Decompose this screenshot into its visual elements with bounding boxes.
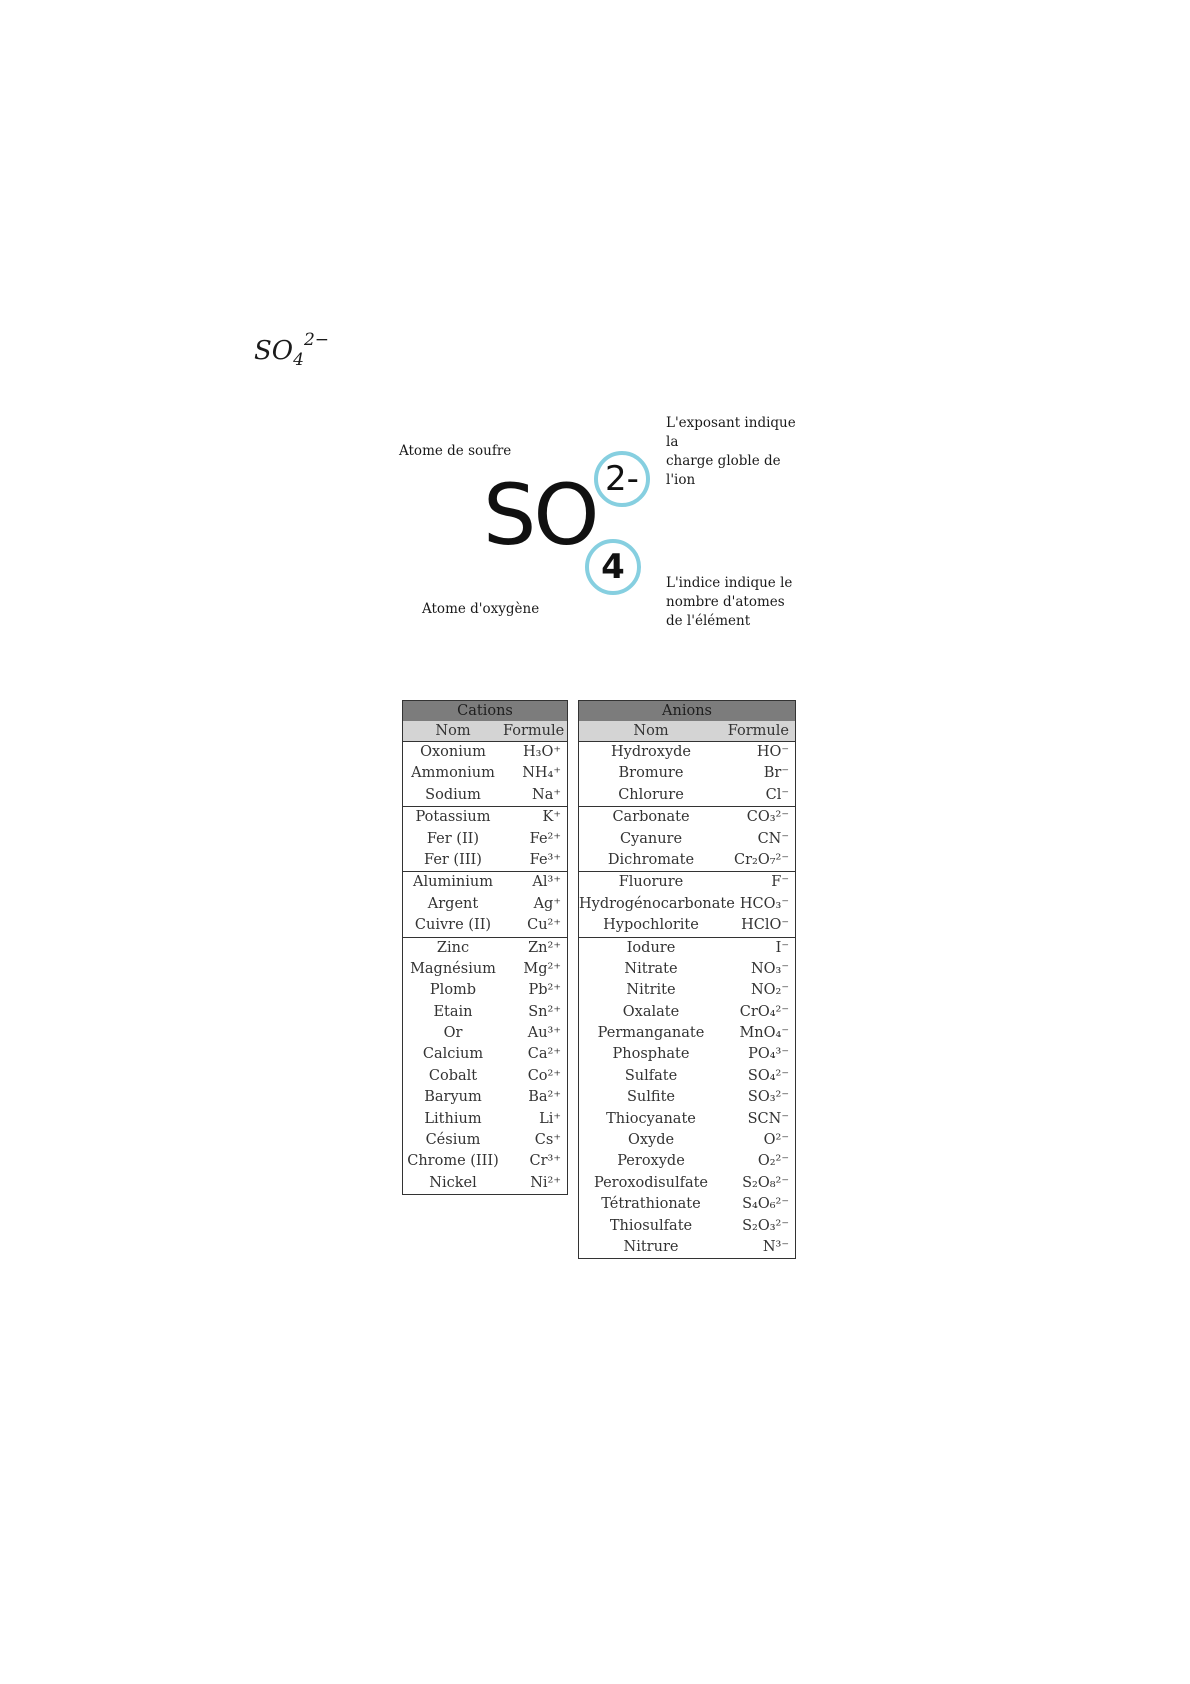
ion-formula: Fe³⁺ [529,851,561,868]
ion-name: Sulfate [624,1067,678,1084]
ion-name: Oxalate [622,1003,680,1020]
ion-formula: H₃O⁺ [523,744,561,760]
ion-name: Or [443,1025,463,1042]
table-row [403,938,567,959]
label-sulfur-atom: Atome de soufre [399,443,512,459]
ion-name: Nitrate [624,960,678,977]
table-row [403,850,567,871]
ion-name: Nitrure [623,1238,679,1255]
table-row [579,1087,795,1108]
cations-table [402,700,568,1195]
ion-name: Cuivre (II) [414,917,492,934]
ion-formula: NO₃⁻ [750,960,789,977]
ion-formula: Cr³⁺ [529,1153,561,1170]
table-row [579,938,795,959]
ion-name: Fer (III) [424,851,482,868]
ion-name: Sulfite [627,1089,675,1106]
diagram-symbol: SO [483,466,597,564]
ion-name: Etain [433,1003,473,1020]
cations-body [403,742,567,1194]
table-row [403,1130,567,1151]
ion-formula: N³⁻ [762,1238,789,1255]
anions-group [579,806,795,871]
table-row [579,980,795,1001]
anions-table [578,700,796,1259]
cations-title: Cations [403,700,567,721]
ion-name: Sodium [425,786,481,803]
table-row [579,915,795,936]
ion-name: Phosphate [612,1046,690,1063]
ion-formula: NH₄⁺ [522,765,561,782]
ion-name: Hypochlorite [603,917,699,934]
ion-name: Bromure [618,765,684,782]
anions-group [579,937,795,1259]
ion-formula: SCN⁻ [747,1110,789,1127]
ion-formula: Pb²⁺ [528,982,561,999]
ion-name: Hydrogénocarbonate [579,895,735,912]
ion-name: Zinc [436,939,470,956]
table-row [403,1066,567,1087]
table-row [579,785,795,806]
table-row [403,980,567,1001]
table-row [403,1109,567,1130]
table-row [579,1130,795,1151]
anions-title: Anions [579,700,795,721]
table-row [579,872,795,893]
ion-name: Argent [427,895,479,912]
ion-name: Hydroxyde [610,744,691,760]
anions-header-row [579,721,795,742]
ion-name: Carbonate [612,809,690,826]
ion-formula: Sn²⁺ [528,1003,561,1020]
table-row [403,807,567,828]
ion-formula: HO⁻ [756,744,789,760]
table-row [579,1151,795,1172]
ion-formula: CrO₄²⁻ [739,1003,789,1020]
ion-formula: Al³⁺ [532,874,561,891]
formula-base: SO [254,336,294,366]
table-row [579,1109,795,1130]
ion-formula: Fe²⁺ [529,830,561,847]
ion-formula: MnO₄⁻ [739,1025,789,1042]
ion-name: Cyanure [619,830,683,847]
ion-name: Peroxyde [617,1153,685,1170]
index-value: 4 [601,547,625,587]
ion-name: Potassium [415,809,491,826]
ion-formula: HClO⁻ [741,917,789,934]
ion-formula: Mg²⁺ [523,960,561,977]
anions-col-name: Nom [633,723,669,739]
anions-group [579,742,795,806]
ion-name: Thiosulfate [609,1217,693,1234]
ion-formula: Na⁺ [532,786,561,803]
table-row [403,1173,567,1194]
ion-name: Nitrite [626,982,676,999]
ion-name: Permanganate [597,1025,705,1042]
formula-heading [254,330,329,370]
table-row [403,1087,567,1108]
ion-name: Calcium [422,1046,484,1063]
anions-col-formula: Formule [727,723,789,739]
table-row [403,1023,567,1044]
ion-formula: O²⁻ [763,1132,789,1149]
ion-name: Dichromate [607,851,695,868]
ion-formula: HCO₃⁻ [739,895,789,912]
cations-group [403,806,567,871]
table-row [403,1151,567,1172]
ion-name: Thiocyanate [606,1110,696,1127]
cations-group [403,937,567,1195]
ion-formula: Co²⁺ [527,1067,561,1084]
table-row [579,829,795,850]
ion-formula: Ni²⁺ [530,1174,561,1191]
ion-name: Chrome (III) [407,1153,499,1170]
table-row [403,1002,567,1023]
ion-formula: SO₃²⁻ [747,1089,789,1106]
ion-name: Fluorure [618,874,684,891]
ion-name: Oxonium [420,744,486,760]
table-row [579,1216,795,1237]
ion-formula: S₂O₃²⁻ [742,1217,789,1234]
cations-header-row [403,721,567,742]
table-row [579,850,795,871]
table-row [579,1237,795,1258]
ion-formula: PO₄³⁻ [748,1046,789,1063]
ion-name: Césium [425,1132,481,1149]
table-row [403,742,567,763]
ion-formula: F⁻ [771,874,789,891]
cations-group [403,871,567,936]
ion-name: Nickel [429,1174,477,1191]
index-ring [585,539,641,595]
ion-formula: Li⁺ [539,1110,561,1127]
table-row [579,807,795,828]
ion-name: Aluminium [413,874,493,891]
table-row [403,1044,567,1065]
formula-subscript: 4 [293,350,304,370]
ion-formula: S₄O₆²⁻ [742,1196,789,1213]
cations-col-name: Nom [435,723,471,739]
anions-body [579,742,795,1258]
table-row [579,1066,795,1087]
table-row [579,763,795,784]
ion-formula: Ag⁺ [533,895,561,912]
ion-name: Plomb [429,982,477,999]
table-row [579,1194,795,1215]
table-row [579,1173,795,1194]
table-row [579,959,795,980]
table-row [403,959,567,980]
table-row [579,1002,795,1023]
cations-group [403,742,567,806]
ion-name: Cobalt [428,1067,478,1084]
ion-name: Ammonium [411,765,495,782]
ion-name: Chlorure [618,786,684,803]
table-row [579,742,795,763]
anions-group [579,871,795,936]
ion-formula: K⁺ [542,809,561,826]
table-row [403,763,567,784]
ion-formula: Ba²⁺ [528,1089,561,1106]
ion-name: Fer (II) [426,830,480,847]
ion-formula: Cu²⁺ [527,917,561,934]
ion-name: Baryum [424,1089,482,1106]
ion-formula: Cr₂O₇²⁻ [733,851,789,868]
label-oxygen-atom: Atome d'oxygène [422,601,540,617]
label-index-explanation: L'indice indique le nombre d'atomes de l'élément [666,575,793,629]
table-row [579,894,795,915]
formula-superscript: 2− [303,330,330,350]
table-row [579,1044,795,1065]
ion-formula: Au³⁺ [527,1025,561,1042]
ion-formula: SO₄²⁻ [747,1067,789,1084]
sulfate-ion-diagram [390,410,810,640]
ion-formula: Zn²⁺ [528,939,561,956]
ion-formula: I⁻ [775,939,789,956]
ion-formula: O₂²⁻ [757,1153,789,1170]
ion-name: Iodure [626,939,676,956]
ion-name: Magnésium [410,960,496,977]
charge-ring [594,451,650,507]
ion-formula: Br⁻ [763,765,789,782]
charge-value: 2- [605,459,639,499]
table-row [579,1023,795,1044]
table-row [403,785,567,806]
ion-formula: CO₃²⁻ [746,809,789,826]
cations-col-formula: Formule [503,723,565,739]
ion-formula: NO₂⁻ [750,982,789,999]
label-charge-explanation: L'exposant indique la charge globle de l'ion [666,415,796,488]
table-row [403,915,567,936]
ion-formula: CN⁻ [757,830,789,847]
ion-formula: Cl⁻ [765,786,789,803]
table-row [403,872,567,893]
ion-formula: Cs⁺ [534,1132,561,1149]
table-row [403,829,567,850]
ion-name: Peroxodisulfate [593,1174,708,1191]
table-row [403,894,567,915]
ion-name: Lithium [424,1110,482,1127]
ion-name: Tétrathionate [601,1196,701,1213]
ion-name: Oxyde [627,1132,675,1149]
ion-formula: S₂O₈²⁻ [742,1174,789,1191]
ion-formula: Ca²⁺ [527,1046,561,1063]
